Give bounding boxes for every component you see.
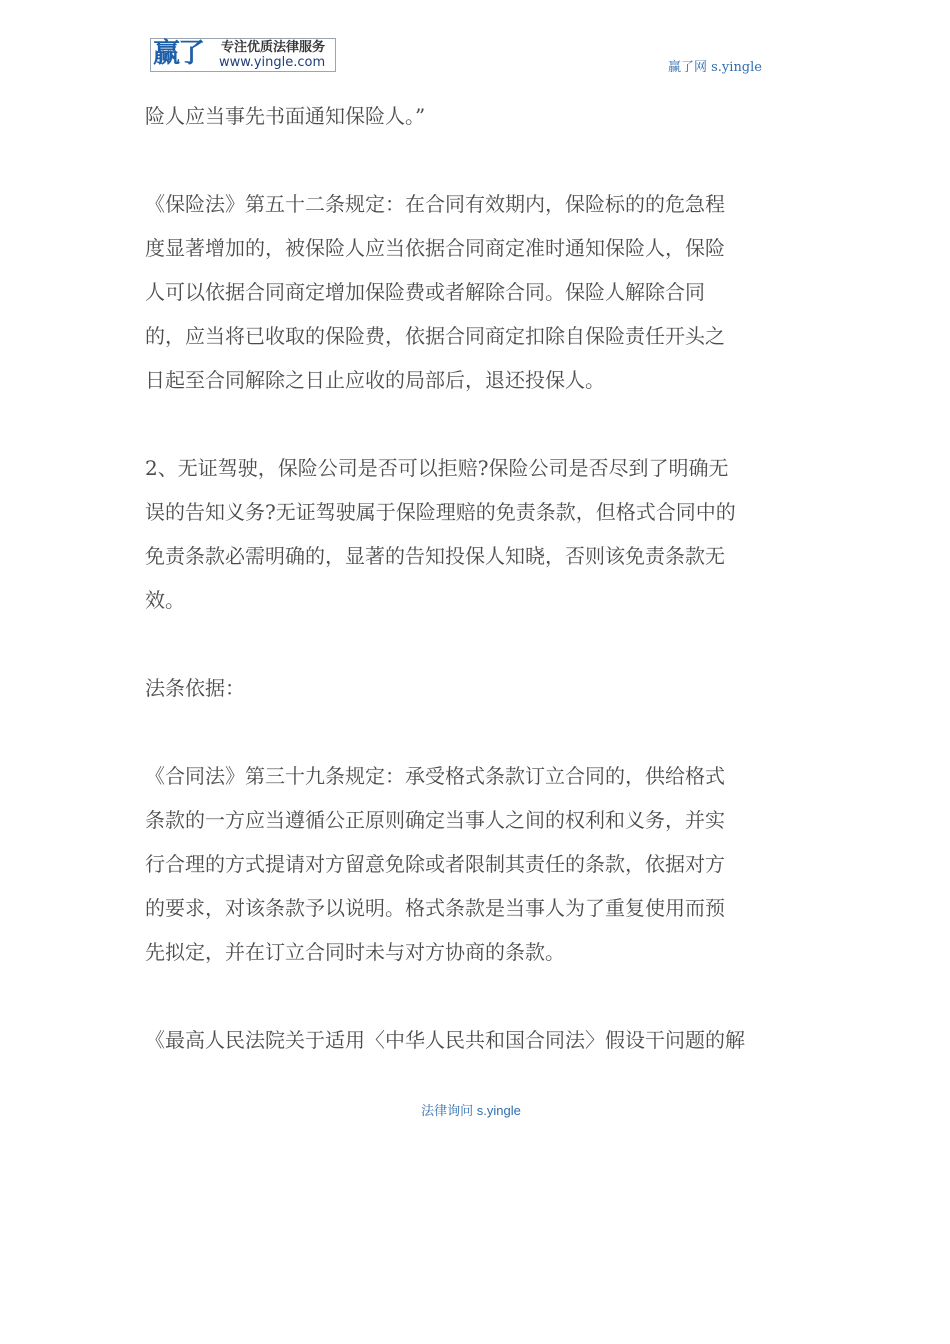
text-line: 度显著增加的，被保险人应当依据合同商定准时通知保险人，保险 — [145, 236, 725, 260]
paragraph-4 — [145, 666, 825, 710]
text-line: 人可以依据合同商定增加保险费或者解除合同。保险人解除合同 — [145, 280, 705, 304]
logo-mark: 赢了 — [153, 38, 203, 69]
text-line: 《保险法》第五十二条规定：在合同有效期内，保险标的的危急程 — [145, 192, 725, 216]
text-line: 2、无证驾驶，保险公司是否可以拒赔?保险公司是否尽到了明确无 — [145, 456, 729, 480]
logo-url: www.yingle.com — [219, 55, 326, 70]
text-line: 行合理的方式提请对方留意免除或者限制其责任的条款，依据对方 — [145, 852, 725, 876]
text-line: 《最高人民法院关于适用〈中华人民共和国合同法〉假设干问题的解 — [145, 1028, 745, 1052]
header-site-label[interactable]: 赢了网 s.yingle — [668, 60, 762, 75]
text-line: 的要求，对该条款予以说明。格式条款是当事人为了重复使用而预 — [145, 896, 725, 920]
logo-slogan: 专注优质法律服务 — [221, 40, 326, 55]
paragraph-2 — [145, 182, 825, 402]
footer-label[interactable]: 法律询问 s.yingle — [421, 1103, 521, 1118]
site-logo[interactable] — [150, 38, 336, 72]
text-line: 日起至合同解除之日止应收的局部后，退还投保人。 — [145, 368, 605, 392]
paragraph-3 — [145, 446, 825, 622]
text-line: 条款的一方应当遵循公正原则确定当事人之间的权利和义务，并实 — [145, 808, 725, 832]
paragraph-1 — [145, 94, 825, 138]
paragraph-5 — [145, 754, 825, 974]
text-line: 效。 — [145, 588, 185, 612]
text-line: 《合同法》第三十九条规定：承受格式条款订立合同的，供给格式 — [145, 764, 725, 788]
text-line: 误的告知义务?无证驾驶属于保险理赔的免责条款，但格式合同中的 — [145, 500, 736, 524]
text-line: 先拟定，并在订立合同时未与对方协商的条款。 — [145, 940, 565, 964]
page-footer — [0, 1100, 950, 1119]
text-line: 法条依据： — [145, 676, 245, 700]
text-line: 免责条款必需明确的，显著的告知投保人知晓，否则该免责条款无 — [145, 544, 725, 568]
document-body — [145, 94, 825, 1106]
text-line: 的，应当将已收取的保险费，依据合同商定扣除自保险责任开头之 — [145, 324, 725, 348]
paragraph-6 — [145, 1018, 825, 1062]
text-line: 险人应当事先书面通知保险人。” — [145, 104, 426, 128]
